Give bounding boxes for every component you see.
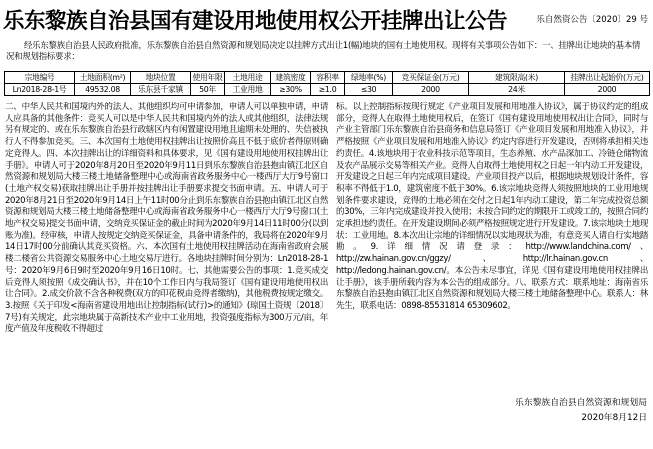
table-cell: 49532.08	[75, 84, 131, 96]
table-cell: ≥30%	[271, 84, 311, 96]
table-header-cell: 使用年限	[192, 73, 223, 82]
table-header-cell: 挂牌出让起始价(万元)	[565, 72, 650, 84]
issuing-authority: 乐东黎族自治县自然资源和规划局	[515, 398, 647, 408]
table-cell: 工业用地	[225, 84, 271, 96]
announcement-header	[3, 4, 650, 34]
table-header-cell: 容积率	[311, 72, 345, 84]
table-header-row	[5, 72, 650, 84]
table-header-cell: 宗地编号	[5, 72, 75, 84]
table-header-cell: 建筑限高(米)	[469, 72, 565, 84]
table-cell: 2000	[393, 84, 469, 96]
intro-paragraph: 经乐东黎族自治县人民政府批准，乐东黎族自治县自然资源和规划局决定以挂牌方式出让1(幅)地块的国有土地使用权。现将有关事项公告如下：一、挂牌出让地块的基本情况和规划指标要求：	[6, 40, 641, 61]
table-cell: ≥1.0	[311, 84, 345, 96]
table-cell: 50年	[191, 84, 225, 96]
table-header-cell: 竞买保证金(万元)	[393, 72, 469, 84]
body-text-left-column: 二、中华人民共和国境内外的法人、其他组织均可申请参加，申请人可以单独申请，申请人应具备的其他条件：竞买人可以是中华人民共和国境内外的法人或其他组织，法律法规另有规定的、或在乐东黎族自治县行政辖区内有闲置建设用地且逾期未处理的、失信被执行人不得参加竞买。三、本次国有土地使用权挂牌出让按照价高且不低于底价者得原则确定竞得人。四、本次挂牌出让的详细资料和具体要求，见《国有建设用地使用权挂牌出让手册》。申请人可于2020年8月20日至2020年9月11日到乐东黎族自治县抱由镇江北区自然资源和规划局大楼三楼土地储备整理中心或海南省政务服务中心一楼西厅大厅9号窗口(土地产权交易)获取挂牌出让手册并按挂牌出让手册要求提交书面申请。五、申请人可于2020年8月21日至2020年9月14日上午11时00分止到乐东黎族自治县抱由镇江北区自然资源和规划局大楼三楼土地储备整理中心或海南省政务服务中心一楼西厅大厅9号窗口(土地产权交易)提交书面申请，交纳竞买保证金的截止时间为2020年9月14日11时00分(以到账为准)。经审核，申请人按规定交纳竞买保证金，具备申请条件的，我局将在2020年9月14日17时00分前确认其竞买资格。六、本次国有土地使用权挂牌活动在海南省政府会展楼二楼省公共资源交易服务中心土地交易厅进行。各地块挂牌时间分别为：Ln2018-28-1号：2020年9月6日9时至2020年9月16日10时。七、其他需要公告的事项：1.竞买成交后竞得人须按照《成交确认书》，并在10个工作日内与我局签订《国有建设用地使用权出让合同》。2.成交价款不含各种税费(双方的印花税由竞得者缴纳)，其他税费按规定缴交。3.按照《关于印发<海南省建设用地出让控制指标(试行)>的通知》(琼国土资规〔2018〕7号)有关规定，此宗地块属于高新技术产业中工业用地，投资强度指标为300万元/亩，年度产值及年度税收不得超过	[5, 102, 328, 335]
table-header-cell: 土地用途	[225, 72, 271, 84]
table-header-cell: 建筑密度	[271, 72, 311, 84]
table-cell: 2000	[565, 84, 650, 96]
announcement-title: 乐东黎族自治县国有建设用地使用权公开挂牌出让公告	[3, 9, 508, 34]
table-cell: ≤30	[345, 84, 393, 96]
table-row	[5, 84, 650, 96]
issue-date: 2020年8月12日	[581, 413, 647, 423]
document-number: 乐自然资公告〔2020〕29 号	[536, 15, 648, 25]
body-text-right-column: 标。以上控制指标按现行规定《产业项目发展和用地准入协议》，属于协议约定的组成部分，竞得人在取得土地使用权后，在签订《国有建设用地使用权出让合同》，同时与产业主管部门乐东黎族自治县商务和信息局签订《产业项目发展和用地准入协议》，并严格按照《产业项目发展和用地准入协议》约定内容进行开发建设，否则将承担相关违约责任。4.该地块用于农业科技示范等项目，生态养殖、水产品深加工、冷链仓储物流及农产品展示交易等相关产业。竞得人自取得土地使用权之日起一年内动工开发建设，开发建设之日起三年内完成项目建设。产业项目投产以后，根据地块规划设计条件，容积率不得低于1.0，建筑密度不低于30%。6.该宗地块竞得人须按照地块的工业用地规划条件要求建设，竞得的土地必须在交付之日起1年内动工建设，第二年完成投资总额的30%，三年内完成建设并投入使用；未按合同约定的期限开工或竣工的，按照合同约定承担违约责任。在开发建设期间必须严格按照规定进行开发建设。7.该宗地块土地现状：工业用地。8.本次出让宗地的详细情况以实地现状为准，有意竞买人请自行实地踏勘。9.详细情况请登录：http://www.landchina.com/、http://zw.hainan.gov.cn/ggzy/、http://lr.hainan.gov.cn、http://ledong.hainan.gov.cn/。本公告未尽事宜，详见《国有建设用地使用权挂牌出让手册》，该手册所载内容为本公告的组成部分。八、联系方式：联系地址：海南省乐东黎族自治县抱由镇江北区自然资源和规划局大楼三楼土地储备整理中心。联系人：林先生，联系电话：0898-85531814 65309602。	[336, 102, 648, 311]
parcel-parameters-table	[4, 71, 650, 96]
table-header-cell: 地块位置	[131, 72, 191, 84]
table-cell: 乐东县千家镇	[131, 84, 191, 96]
table-header-cell: 绿地率(%)	[345, 72, 393, 84]
table-cell: 24米	[469, 84, 565, 96]
table-header-cell: 土地面积(m²)	[75, 72, 131, 84]
table-cell: Ln2018-28-1号	[5, 84, 75, 96]
